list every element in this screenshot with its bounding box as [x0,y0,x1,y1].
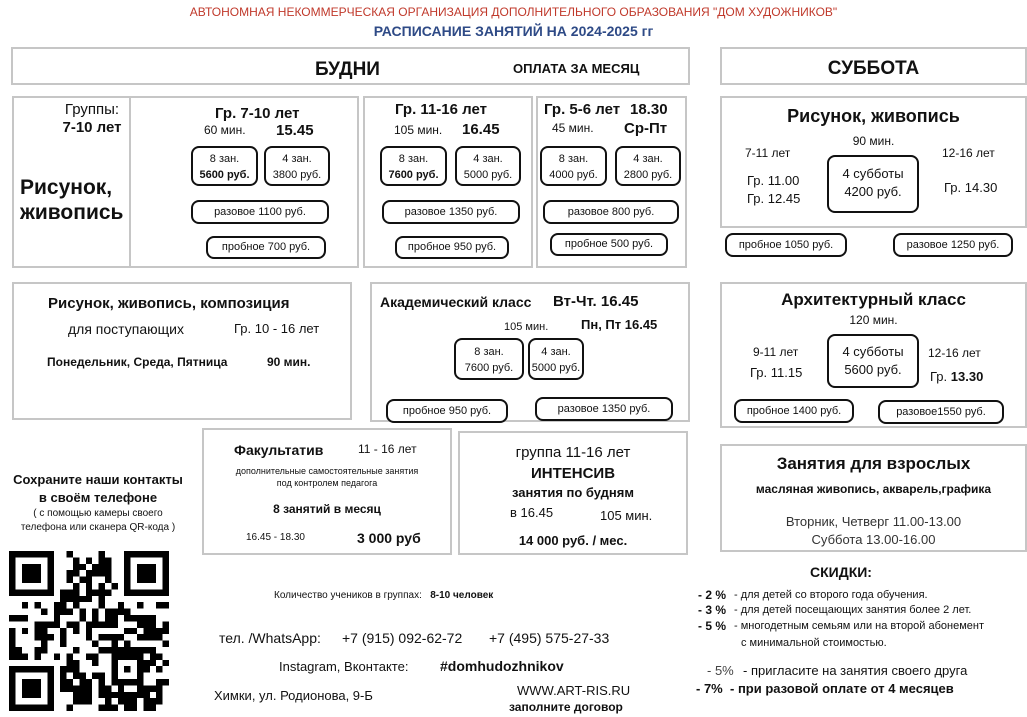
groups-label: Группы: 7-10 лет [62,101,122,136]
start-time: 18.30 [630,101,668,118]
saturday-painting-card [720,96,1027,228]
days: Ср-Пт [624,120,668,137]
save-contacts-text: Сохраните наши контакты в своём телефоне ( с помощью камеры своего телефона или сканера QR-кода ) [13,472,183,533]
adults-card [720,444,1027,552]
trial-price: пробное 500 руб. [550,233,668,256]
subject-label: Рисунок, живопись [20,176,124,224]
intensive-price: 14 000 руб. / мес. [518,533,628,548]
left-time-1: Гр. 11.00 [747,173,800,188]
architecture-card [720,282,1027,428]
discount-3-text-cont: с минимальной стоимостью. [741,637,887,649]
intensive-duration: 105 мин. [600,508,653,523]
trial-price: пробное 700 руб. [206,236,326,259]
left-time-2: Гр. 12.45 [747,191,801,206]
price-8-lessons: 8 зан. 7600 руб. [380,146,447,186]
price-8-lessons: 8 зан. 7600 руб. [454,338,524,380]
group-7-10-card [129,96,359,268]
students-count: Количество учеников в группах: 8-10 человек [274,590,494,601]
address: Химки, ул. Родионова, 9-Б [214,688,373,703]
price-4-lessons: 4 зан. 5000 руб. [455,146,521,186]
description: дополнительные самостоятельные занятия под контролем педагога [235,466,419,488]
group-age: Гр. 10 - 16 лет [234,321,320,336]
discount-1-text: - для детей со второго года обучения. [734,589,928,601]
schedule-title: РАСПИСАНИЕ ЗАНЯТИЙ НА 2024-2025 гг [373,23,654,39]
academic-class-card [370,282,690,422]
section-title: Рисунок, живопись, композиция [48,295,290,312]
duration: 90 мин. [267,355,311,369]
lessons: 8 занятий в месяц [273,502,381,516]
discount-3-percent: - 5 % [698,619,727,633]
qr-code-icon [9,551,169,711]
saturday-single-price: разовое 1250 руб. [893,233,1013,257]
contract-note: заполните договор [509,700,623,714]
start-time: 16.45 [462,121,500,138]
saturday-label: СУББОТА [827,58,920,79]
right-age: 12-16 лет [942,146,995,160]
phone-label: тел. /WhatsApp: [219,630,321,646]
section-title: Занятия для взрослых [776,454,971,473]
social-label: Instagram, Вконтакте: [279,659,409,674]
intensive-days: занятия по будням [512,485,634,500]
trial-price: пробное 950 руб. [395,236,509,259]
start-time: 15.45 [276,122,314,139]
price-4-lessons: 4 зан. 2800 руб. [615,146,681,186]
discount-5-percent: - 7% [696,681,723,696]
group-title: Гр. 7-10 лет [215,105,300,122]
org-name: АВТОНОМНАЯ НЕКОММЕРЧЕСКАЯ ОРГАНИЗАЦИЯ ДОПОЛНИТЕЛЬНОГО ОБРАЗОВАНИЯ "ДОМ ХУДОЖНИКОВ" [189,5,838,19]
composition-card [12,282,352,420]
weekdays-header [11,47,690,85]
duration: 60 мин. [204,123,246,137]
duration: 105 мин. [394,123,443,137]
phone-1[interactable]: +7 (915) 092-62-72 [342,630,463,646]
right-time: Гр. 14.30 [944,180,998,195]
right-time: Гр. 13.30 [930,369,984,384]
days: Понедельник, Среда, Пятница [47,355,228,369]
time: 16.45 - 18.30 [246,532,305,543]
weekdays-label: БУДНИ [315,59,380,80]
time-2: Пн, Пт 16.45 [581,317,658,332]
intensive-card [458,431,688,555]
discount-2-text: - для детей посещающих занятия более 2 лет. [734,604,972,616]
group-11-16-card [363,96,533,268]
saturday-time: Суббота 13.00-16.00 [811,532,936,547]
left-age: 9-11 лет [753,345,799,359]
discount-4-text: - пригласите на занятия своего друга [743,663,968,678]
discount-1-percent: - 2 % [698,588,727,602]
single-price: разовое 1350 руб. [382,200,520,224]
discount-5-text: - при разовой оплате от 4 месяцев [730,681,954,696]
saturday-price: 4 субботы 4200 руб. [827,155,919,213]
price-4-lessons: 4 зан. 5000 руб. [528,338,584,380]
price: 3 000 руб [357,530,421,546]
trial-price: пробное 1400 руб. [734,399,854,423]
elective-card [202,428,452,555]
left-time: Гр. 11.15 [750,365,803,380]
social-hashtag[interactable]: #domhudozhnikov [440,658,564,674]
left-age: 7-11 лет [745,146,791,160]
group-title: Гр. 5-6 лет [544,101,621,118]
weekday-time: Вторник, Четверг 11.00-13.00 [785,514,962,529]
section-title: Архитектурный класс [781,290,966,309]
right-age: 12-16 лет [928,346,981,360]
trial-price: пробное 950 руб. [386,399,508,423]
discount-4-percent: - 5% [707,663,734,678]
intensive-time: в 16.45 [510,505,554,520]
duration: 90 мин. [852,134,895,148]
subtitle: масляная живопись, акварель,графика [755,482,992,496]
section-title: Рисунок, живопись [787,106,960,126]
price-8-lessons: 8 зан. 4000 руб. [540,146,607,186]
discounts-title: СКИДКИ: [810,564,872,580]
duration: 45 мин. [552,121,594,135]
single-price: разовое 800 руб. [543,200,679,224]
price-8-lessons: 8 зан. 5600 руб. [191,146,258,186]
section-title: Факультатив [234,442,324,458]
group-title: Гр. 11-16 лет [395,101,487,118]
discount-2-percent: - 3 % [698,603,727,617]
intensive-group: группа 11-16 лет [515,444,631,461]
single-price: разовое 1350 руб. [535,397,673,421]
group-5-6-card [536,96,687,268]
website-link[interactable]: WWW.ART-RIS.RU [517,683,631,698]
single-price: разовое 1100 руб. [191,200,329,224]
price-4-lessons: 4 зан. 3800 руб. [264,146,330,186]
section-title: Академический класс [380,294,532,310]
discount-3-text: - многодетным семьям или на второй абонемент [734,620,985,632]
intensive-title: ИНТЕНСИВ [530,465,616,482]
saturday-header [720,47,1027,85]
single-price: разовое1550 руб. [878,400,1004,424]
subtitle: для поступающих [68,321,184,337]
duration: 120 мин. [849,313,898,327]
duration: 105 мин. [504,321,549,333]
time-1: Вт-Чт. 16.45 [553,293,639,310]
monthly-label: ОПЛАТА ЗА МЕСЯЦ [513,61,640,76]
age: 11 - 16 лет [358,442,417,456]
architecture-price: 4 субботы 5600 руб. [827,334,919,388]
phone-2[interactable]: +7 (495) 575-27-33 [489,630,610,646]
saturday-trial-price: пробное 1050 руб. [725,233,847,257]
